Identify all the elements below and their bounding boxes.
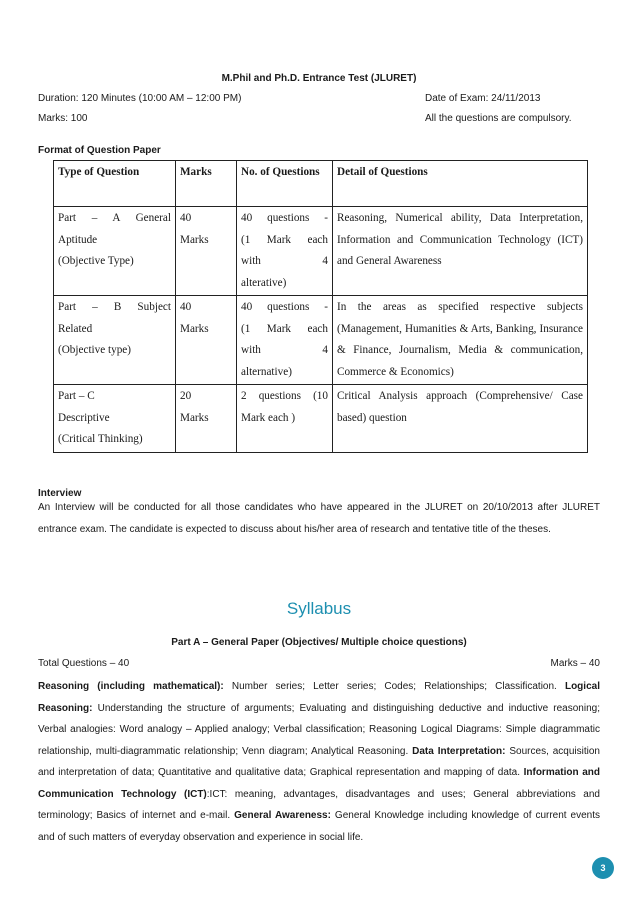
table-header: Type of Question (54, 161, 176, 207)
syllabus-marks-text: Marks – 40 (550, 658, 600, 669)
table-cell: 2 questions (10 Mark each ) (237, 385, 333, 453)
table-header: No. of Questions (237, 161, 333, 207)
exam-date-text: Date of Exam: 24/11/2013 (425, 93, 541, 104)
table-row (54, 207, 588, 296)
ict-text: :ICT: meaning, advantages, disadvantages and uses; General abbreviations and terminology; Basics of internet and e-mail. (38, 788, 600, 821)
general-awareness-text: General Knowledge including knowledge of current events and of such matters of everyday observation and experience in social life. (38, 810, 601, 843)
duration-text: Duration: 120 Minutes (10:00 AM – 12:00 PM) (38, 93, 242, 104)
question-format-table (53, 160, 588, 453)
table-header: Marks (176, 161, 237, 207)
ict-label: Information and Communication Technology (ICT) (38, 767, 600, 800)
table-cell: Part – B Subject Related (Objective type) (54, 296, 176, 385)
table-row (54, 385, 588, 453)
table-cell: Part – C Descriptive (Critical Thinking) (54, 385, 176, 453)
part-a-heading: Part A – General Paper (Objectives/ Multiple choice questions) (171, 637, 467, 648)
general-awareness-label: General Awareness: (234, 810, 331, 821)
syllabus-paragraph (38, 676, 600, 848)
table-cell: Critical Analysis approach (Comprehensive/ Case based) question (333, 385, 588, 453)
table-cell: Reasoning, Numerical ability, Data Interpretation, Information and Communication Technology (ICT) and General Awareness (333, 207, 588, 296)
table-cell: 40 Marks (176, 207, 237, 296)
marks-text: Marks: 100 (38, 113, 88, 124)
total-questions-text: Total Questions – 40 (38, 658, 130, 669)
interview-heading: Interview (38, 488, 82, 499)
table-header-row (54, 161, 588, 207)
table-cell: In the areas as specified respective subjects (Management, Humanities & Arts, Banking, Insurance & Finance, Journalism, Media & communication, Commerce & Economics) (333, 296, 588, 385)
data-interpretation-text: Sources, acquisition and interpretation of data; Quantitative and qualitative data; Graphical representation and mapping of data. (38, 745, 600, 778)
logical-reasoning-label: Logical Reasoning: (38, 681, 600, 714)
table-cell: 20 Marks (176, 385, 237, 453)
table-header: Detail of Questions (333, 161, 588, 207)
table-row (54, 296, 588, 385)
document-title: M.Phil and Ph.D. Entrance Test (JLURET) (221, 73, 417, 84)
compulsory-text: All the questions are compulsory. (425, 113, 572, 124)
table-cell: 40 questions - (1 Mark each with 4 alternative) (237, 296, 333, 385)
table-cell: Part – A General Aptitude (Objective Type) (54, 207, 176, 296)
format-heading: Format of Question Paper (38, 145, 161, 156)
table-cell: 40 questions - (1 Mark each with 4 alterative) (237, 207, 333, 296)
table-cell: 40 Marks (176, 296, 237, 385)
reasoning-text: Number series; Letter series; Codes; Relationships; Classification. (223, 681, 565, 692)
reasoning-label: Reasoning (including mathematical): (38, 681, 224, 692)
data-interpretation-label: Data Interpretation: (412, 745, 506, 757)
page-number-badge: 3 (592, 857, 614, 879)
syllabus-title: Syllabus (286, 599, 352, 618)
logical-reasoning-text: Understanding the structure of arguments; Evaluating and distinguishing deductive and inductive reasoning; Verbal analogies: Word analogy – Applied analogy; Verbal classification; Reasoning Logical Diagrams: Simple diagrammatic relationship, multi-diagrammatic relationship; Venn diagram; Analytical Reasoning. (38, 702, 600, 757)
interview-paragraph: An Interview will be conducted for all those candidates who have appeared in the JLURET on 20/10/2013 after JLURET entrance exam. The candidate is expected to discuss about his/her area of research and tentative title of the theses. (38, 502, 600, 535)
